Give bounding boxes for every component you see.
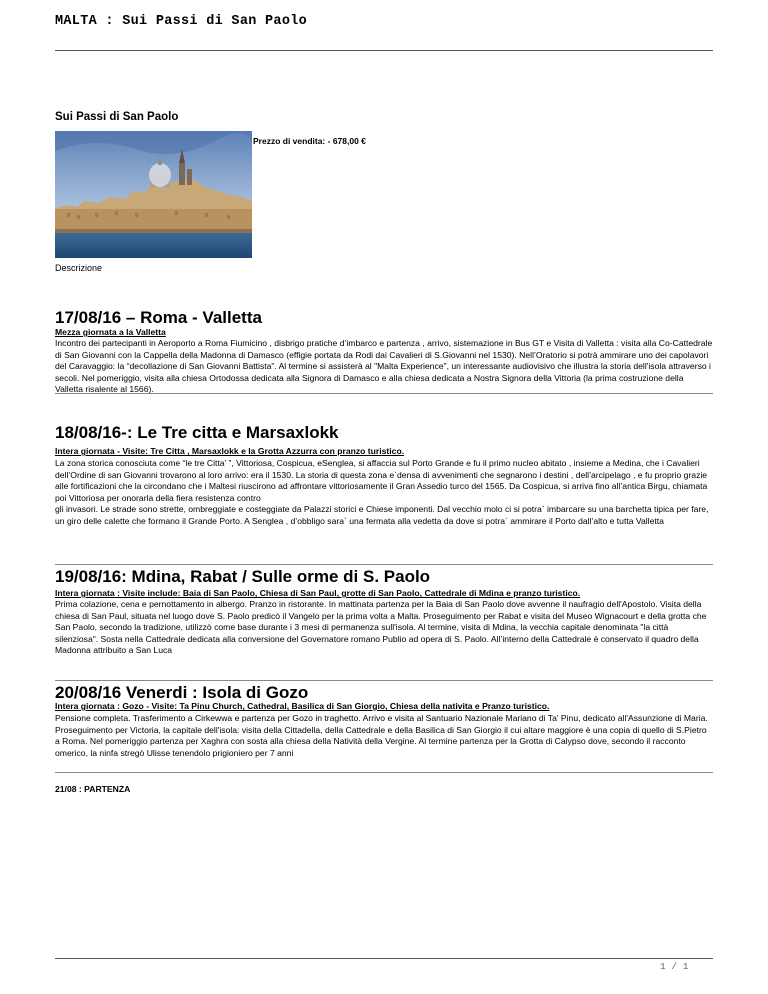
day-body-1: Incontro dei partecipanti in Aeroporto a Roma Fiumicino , disbrigo pratiche d’imbarco e partenza , arrivo, sistemazione in Bus GT e Visita di Valletta : visita alla Co-Cattedrale di San Giovanni con la Cappella della Madonna di Damasco (effigie portata da Rodi dai Cavalieri di S.Giovanni nel 1530). Nell’Oratorio si potrà ammirare uno dei capolavori del Caravaggio: la “decollazione di San Giovanni Battista”. Al termine si assisterà al "Malta Experience", un interessante audiovisivo che illustra la storia dell'isola attraverso i secoli. Nel pomeriggio, visita alla chiesa Ortodossa dedicata alla Signora di Damasco e alla chiesa dedicata a Nostra Signora della Vittoria (la prima costruzione della Valletta risalente al 1566). <box>55 338 713 395</box>
day-title-3: 19/08/16: Mdina, Rabat / Sulle orme di S. Paolo <box>55 567 431 586</box>
day-subtitle-1: Mezza giornata a la Valletta <box>55 327 166 337</box>
day-divider-3 <box>55 680 713 681</box>
day-divider-1 <box>55 393 713 394</box>
footer-divider <box>55 958 713 959</box>
product-title: Sui Passi di San Paolo <box>55 111 179 123</box>
header-divider <box>55 50 713 51</box>
day-divider-4 <box>55 772 713 773</box>
day-subtitle-3: Intera giornata : Visite include: Baia di San Paolo, Chiesa di San Paul, grotte di San Paolo, Cattedrale di Mdina e pranzo turistico. <box>55 588 581 598</box>
valletta-photo <box>55 131 252 258</box>
departure-label: 21/08 : PARTENZA <box>55 784 131 794</box>
day-divider-2 <box>55 564 713 565</box>
day-subtitle-2: Intera giornata - Visite: Tre Citta , Marsaxlokk e la Grotta Azzurra con pranzo turistico. <box>55 446 405 456</box>
product-price: Prezzo di vendita: - 678,00 € <box>253 136 366 146</box>
page-header-title: MALTA : Sui Passi di San Paolo <box>55 14 308 29</box>
day-body-3: Prima colazione, cena e pernottamento in albergo. Pranzo in ristorante. In mattinata partenza per la Baia di San Paolo dove avvenne il naufragio dell'Apostolo. Visita della chiesa di San Paul, situata nel luogo dove S. Paolo predicò il Vangelo per la prima volta a Malta. Proseguimento per Rabat e visita del Museo Wignacourt e della grotta che San Paolo, secondo la tradizione, utilizzò come base durante i 3 mesi di permanenza sull'isola. Al termine, visita di Mdina, la vecchia capitale denominata "la città silenziosa". Sosta nella Cattedrale dedicata alla conversione del Governatore romano Publio ad opera di S. Paolo. All’interno della Cattedrale è conservato il quadro della Madonna attribuito a San Luca <box>55 599 707 656</box>
page-indicator: 1 / 1 <box>660 961 689 972</box>
day-title-1: 17/08/16 – Roma - Valletta <box>55 308 262 327</box>
day-subtitle-4: Intera giornata : Gozo - Visite: Ta Pinu Church, Cathedral, Basilica di San Giorgio, Chiesa della nativita e Pranzo turistico. <box>55 701 550 711</box>
description-label: Descrizione <box>55 263 103 273</box>
day-title-2: 18/08/16-: Le Tre citta e Marsaxlokk <box>55 423 339 442</box>
day-title-4: 20/08/16 Venerdi : Isola di Gozo <box>55 683 309 702</box>
day-body-4: Pensione completa. Trasferimento a Cirkewwa e partenza per Gozo in traghetto. Arrivo e visita al Santuario Nazionale Mariano di Ta' Pinu, dedicato all'Assunzione di Maria. Proseguimento per Victoria, la capitale dell'isola: visita della Cittadella, della Cattedrale e della Basilica di San Giorgio il cui altare maggiore è una copia di quello di S.Pietro a Roma. Nel pomeriggio partenza per Xaghra con sosta alla chiesa della Natività della Vergine. Al termine partenza per la Grotta di Calypso dove, secondo il racconto omerico, la ninfa stregò Ulisse tenendolo prigioniero per 7 anni <box>55 713 708 758</box>
day-body-2: La zona storica conosciuta come “le tre Citta’ ”, Vittoriosa, Cospicua, eSenglea, si affaccia sul Porto Grande e fu il primo nucleo abitato , insieme a Medina, che i Cavalieri dell’Ordine di san Giovanni trovarono al loro arrivo: era il 1530. La storia di questa zona e`densa di avvenimenti che segnarono i destini , dell’arcipelago , e fu proprio grazie alle fortificazioni che la circondano che i Maltesi riuscirono ad affrontare vittoriosamente il Gran Assedio turco del 1565. Da Cospicua, si arriva fino all’antica Birgu, chiamata poi Vittoriosa per onorarla della fiera resistenza contro gli invasori. Le strade sono strette, ombreggiate e costeggiate da Palazzi storici e Chiese imponenti. Dal vecchio molo ci si potra` imbarcare su una barchetta tipica per fare, un giro delle calette che formano il Grande Porto. A Senglea , d’obbligo sara` una fermata alla vedetta da dove si potra` ammirare il Porto dall’alto e tutta Valletta <box>55 458 709 526</box>
